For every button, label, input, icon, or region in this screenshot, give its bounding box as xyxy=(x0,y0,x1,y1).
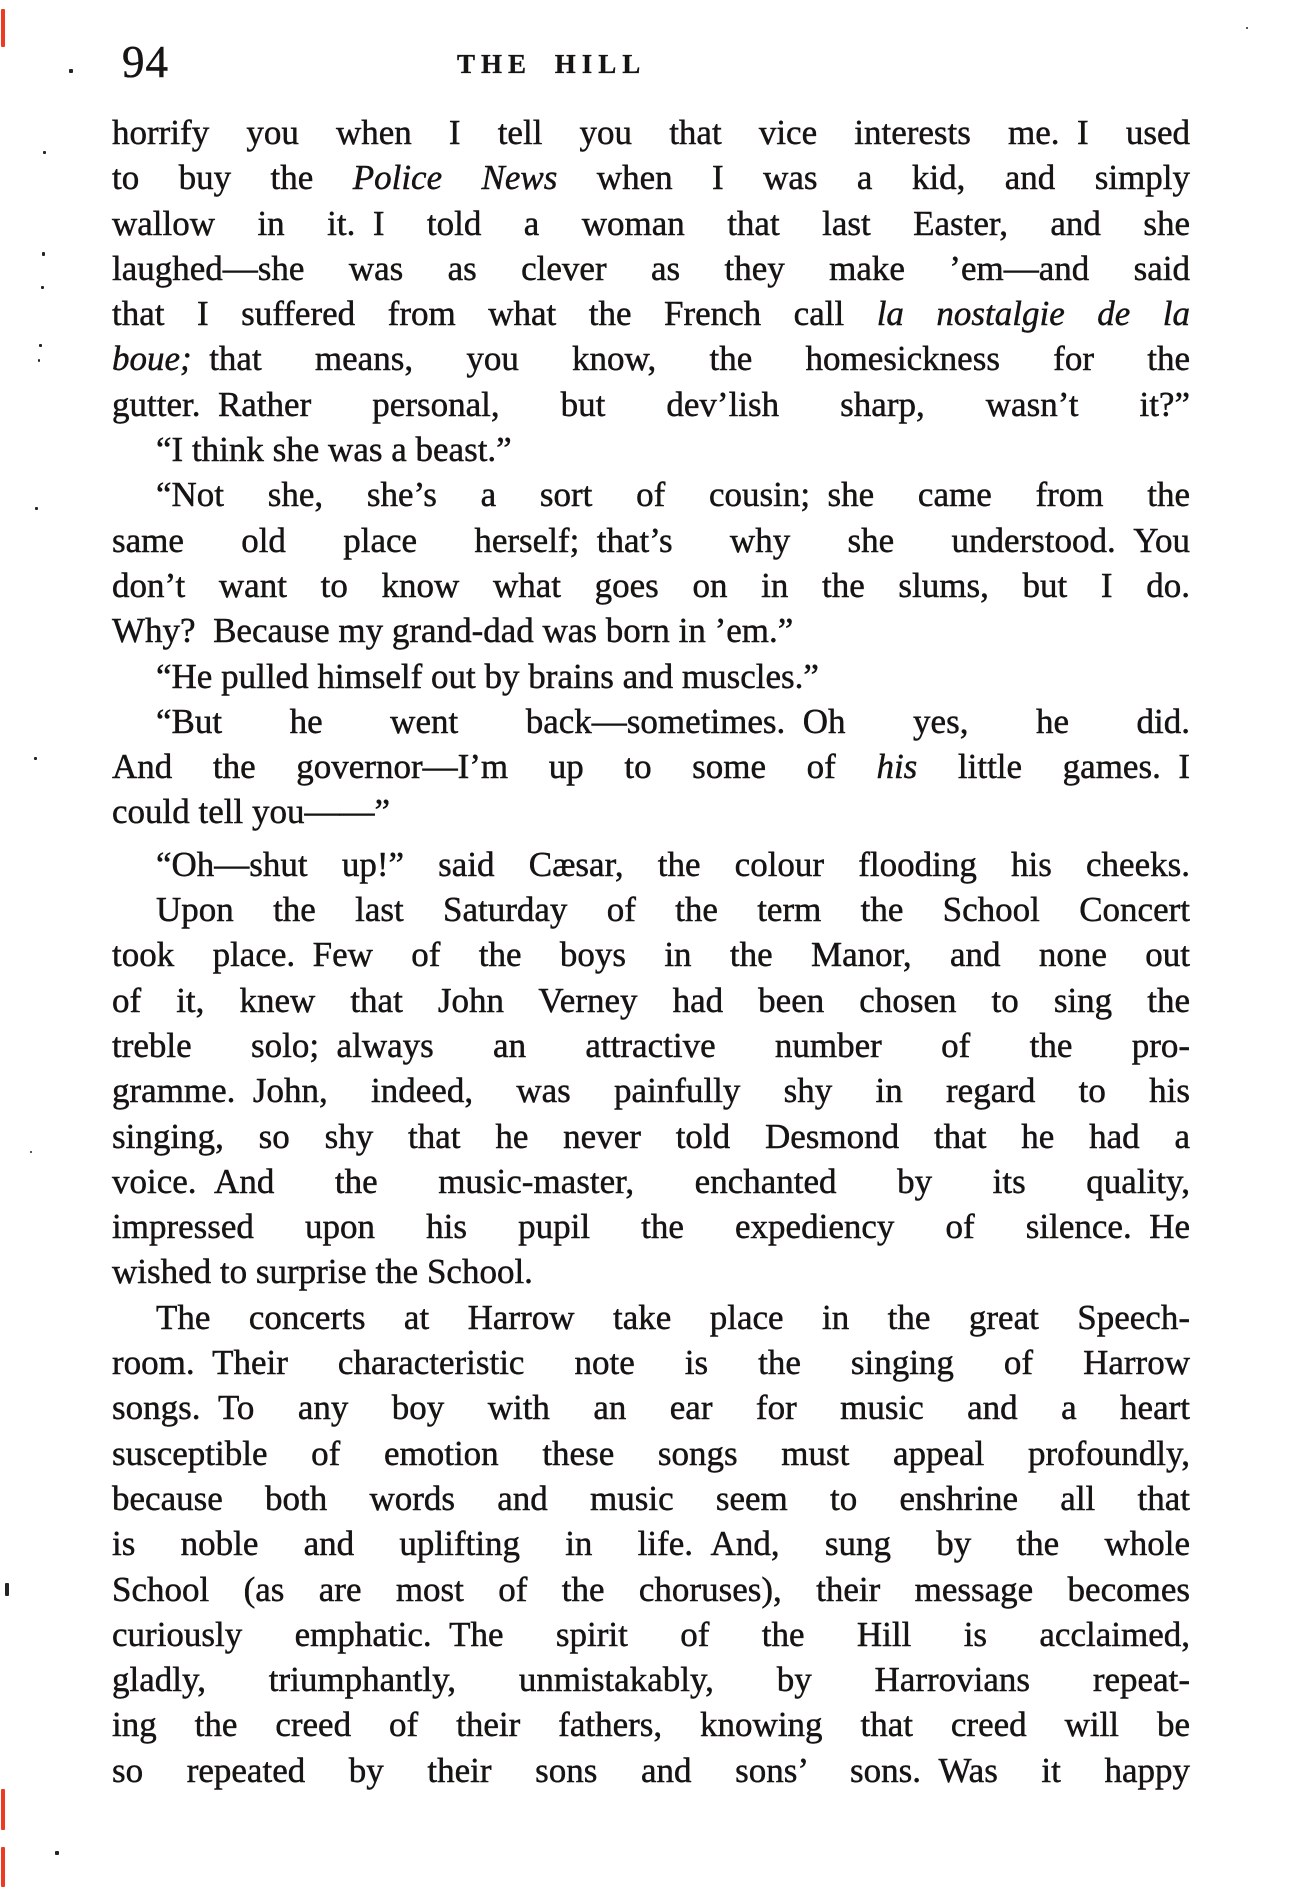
red-edge-mark xyxy=(1,9,5,47)
text-line xyxy=(112,744,1190,789)
text-segment: songs. To any boy with an ear for music and a heart xyxy=(112,1388,1190,1428)
text-segment: ing the creed of their fathers, knowing that creed will be xyxy=(112,1705,1190,1745)
ink-speck xyxy=(5,1583,9,1596)
text-segment: horrify you when I tell you that vice interests me. I used xyxy=(112,113,1190,152)
text-line xyxy=(112,1748,1190,1793)
text-line xyxy=(112,1657,1190,1702)
text-line xyxy=(112,1114,1190,1159)
text-segment: laughed—she was as clever as they make ’em—and said xyxy=(112,248,1190,288)
page-number: 94 xyxy=(122,37,169,87)
text-line xyxy=(112,1521,1190,1566)
text-line xyxy=(112,1249,1190,1294)
text-segment: “I think she was a beast.” xyxy=(156,430,512,470)
text-line xyxy=(112,842,1190,887)
ink-speck xyxy=(1246,27,1248,29)
text-segment: same old place herself; that’s why she understood. You xyxy=(112,520,1190,560)
text-line xyxy=(112,1159,1190,1204)
text-segment-italic: boue; xyxy=(112,339,192,379)
ink-speck xyxy=(69,69,73,73)
text-line xyxy=(112,1476,1190,1521)
text-segment: Why? Because my grand-dad was born in ’em.” xyxy=(112,611,794,651)
text-segment-italic: Police News xyxy=(352,158,558,198)
ink-speck xyxy=(35,507,38,510)
text-segment: susceptible of emotion these songs must appeal profoundly, xyxy=(112,1433,1190,1473)
text-line xyxy=(112,1295,1190,1340)
text-line xyxy=(112,518,1190,563)
text-segment: so repeated by their sons and sons’ sons. Was it happy xyxy=(112,1750,1190,1790)
text-line xyxy=(112,887,1190,932)
text-segment: singing, so shy that he never told Desmond that he had a xyxy=(112,1116,1190,1156)
text-line xyxy=(112,608,1190,653)
text-segment: to buy the xyxy=(112,158,353,198)
text-segment: that means, you know, the homesickness for the xyxy=(191,339,1190,379)
text-segment: The concerts at Harrow take place in the great Speech- xyxy=(156,1297,1190,1337)
text-segment: “But he went back—sometimes. Oh yes, he did. xyxy=(156,701,1190,741)
text-block xyxy=(112,110,1190,1793)
text-line xyxy=(112,563,1190,608)
ink-speck xyxy=(42,252,45,256)
text-line xyxy=(112,472,1190,517)
text-line xyxy=(112,1340,1190,1385)
ink-speck xyxy=(55,1851,59,1855)
text-line xyxy=(112,155,1190,200)
text-line xyxy=(112,699,1190,744)
text-segment: Upon the last Saturday of the term the School Concert xyxy=(156,890,1190,930)
text-line xyxy=(112,246,1190,291)
text-segment: because both words and music seem to enshrine all that xyxy=(112,1478,1190,1518)
text-segment: School (as are most of the choruses), their message becomes xyxy=(112,1569,1190,1609)
ink-speck xyxy=(43,151,46,154)
text-line xyxy=(112,427,1190,472)
text-segment: “He pulled himself out by brains and muscles.” xyxy=(156,656,819,696)
text-segment: voice. And the music-master, enchanted by its quality, xyxy=(112,1161,1190,1201)
text-segment: that I suffered from what the French call xyxy=(112,294,877,334)
text-segment: when I was a kid, and simply xyxy=(557,158,1190,198)
text-segment: “Oh—shut up!” said Cæsar, the colour flooding his cheeks. xyxy=(156,844,1190,884)
text-segment: is noble and uplifting in life. And, sung by the whole xyxy=(112,1524,1190,1564)
text-segment: gramme. John, indeed, was painfully shy in regard to his xyxy=(112,1071,1190,1111)
text-segment: impressed upon his pupil the expediency of silence. He xyxy=(112,1207,1190,1247)
text-segment: gutter. Rather personal, but dev’lish sharp, wasn’t it?” xyxy=(112,384,1190,424)
text-line xyxy=(112,789,1190,834)
text-line xyxy=(112,336,1190,381)
text-line xyxy=(112,291,1190,336)
text-line xyxy=(112,932,1190,977)
text-segment: of it, knew that John Verney had been chosen to sing the xyxy=(112,980,1190,1020)
ink-speck xyxy=(39,344,42,347)
ink-speck xyxy=(30,1151,32,1153)
ink-speck xyxy=(34,757,37,760)
text-segment: gladly, triumphantly, unmistakably, by Harrovians repeat- xyxy=(112,1660,1190,1700)
text-line xyxy=(112,1023,1190,1068)
text-line xyxy=(112,110,1190,155)
text-line xyxy=(112,1567,1190,1612)
text-segment: “Not she, she’s a sort of cousin; she came from the xyxy=(156,475,1190,515)
text-line xyxy=(112,1385,1190,1430)
red-edge-mark xyxy=(1,1789,5,1830)
text-segment: little games. I xyxy=(917,747,1190,787)
text-segment: curiously emphatic. The spirit of the Hill is acclaimed, xyxy=(112,1614,1190,1654)
text-segment: took place. Few of the boys in the Manor, and none out xyxy=(112,935,1190,975)
text-line xyxy=(112,654,1190,699)
text-line xyxy=(112,201,1190,246)
text-line xyxy=(112,1431,1190,1476)
text-line xyxy=(112,1702,1190,1747)
text-segment-italic: la nostalgie de la xyxy=(876,294,1190,334)
text-segment: wished to surprise the School. xyxy=(112,1252,533,1292)
text-segment: And the governor—I’m up to some of xyxy=(112,747,877,787)
ink-speck xyxy=(38,359,40,362)
text-line xyxy=(112,1612,1190,1657)
text-segment: could tell you——” xyxy=(112,792,391,832)
text-segment: treble solo; always an attractive number of the pro- xyxy=(112,1025,1190,1065)
text-line xyxy=(112,1204,1190,1249)
text-segment: don’t want to know what goes on in the slums, but I do. xyxy=(112,565,1190,605)
text-segment: wallow in it. I told a woman that last Easter, and she xyxy=(112,203,1190,243)
text-line xyxy=(112,978,1190,1023)
text-line xyxy=(112,1068,1190,1113)
text-segment-italic: his xyxy=(876,747,918,787)
running-title: THE HILL xyxy=(457,49,647,79)
ink-speck xyxy=(41,286,44,289)
text-line xyxy=(112,382,1190,427)
text-segment: room. Their characteristic note is the singing of Harrow xyxy=(112,1343,1190,1383)
red-edge-mark xyxy=(1,1847,5,1887)
